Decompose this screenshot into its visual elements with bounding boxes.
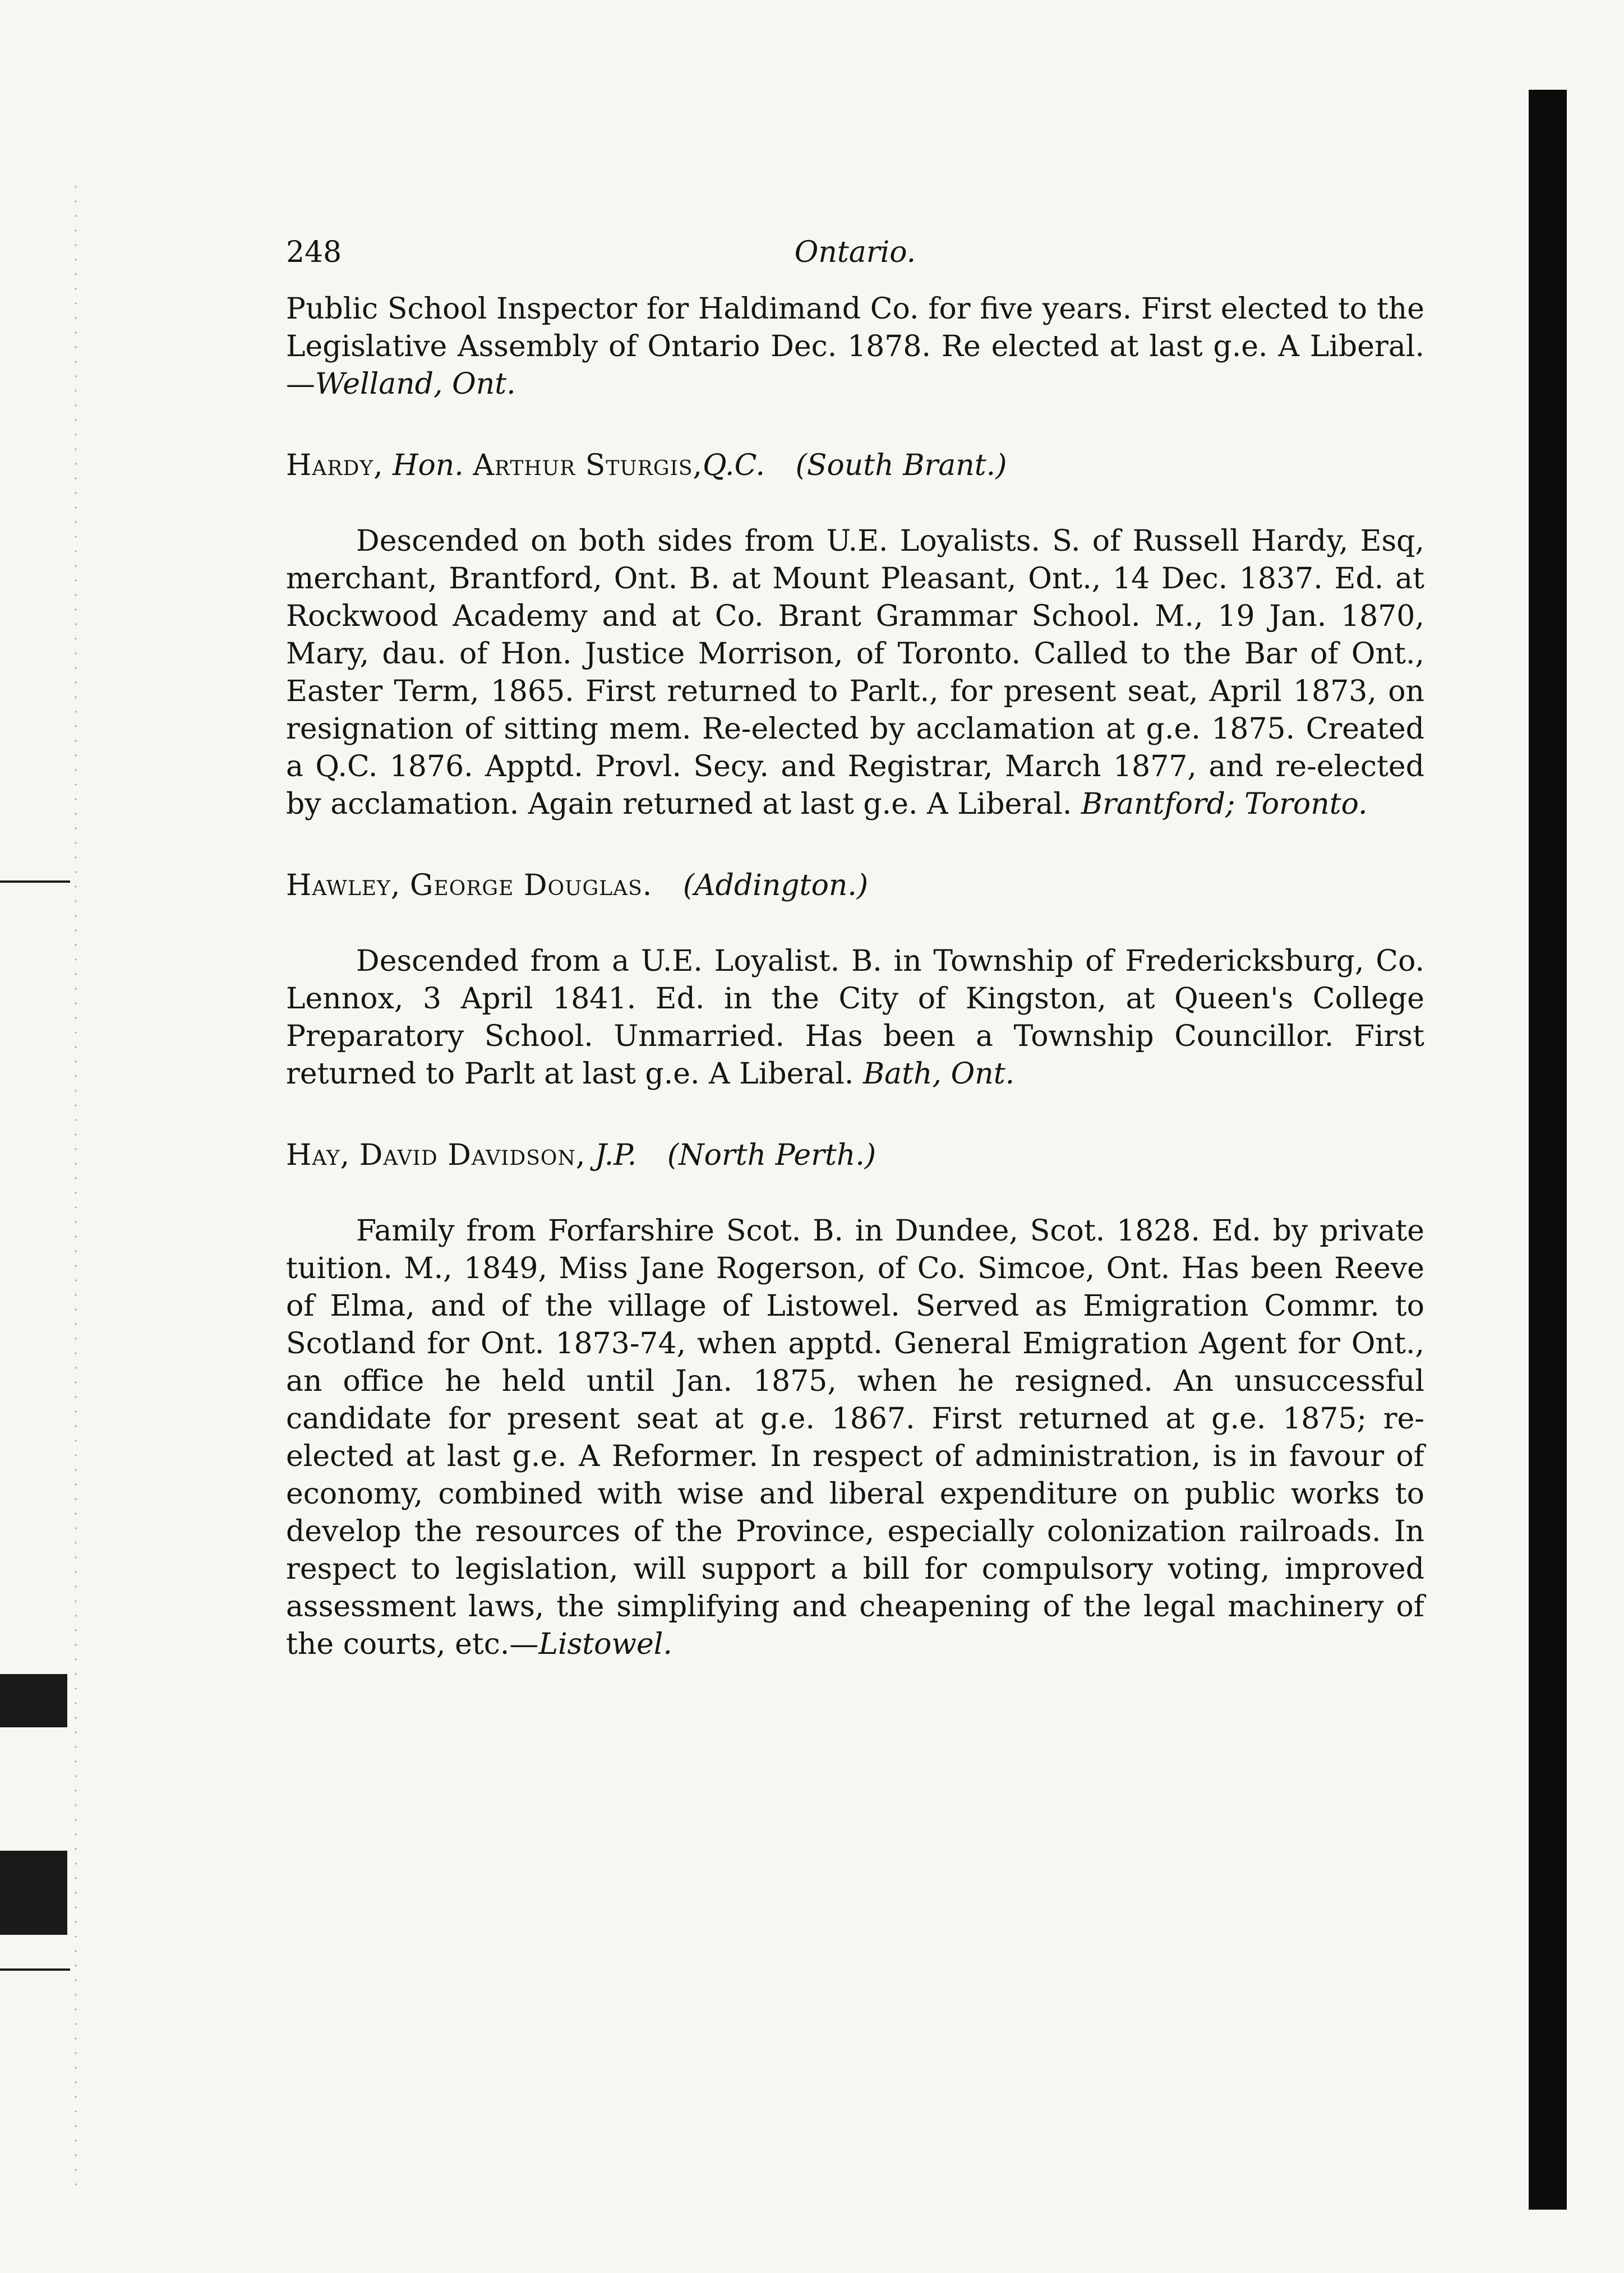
entry-text: Family from Forfarshire Scot. B. in Dundee, Scot. 1828. Ed. by private tuition. M., 1849, Miss Jane Rogerson, of Co. Simcoe, Ont. Has been Reeve of Elma, and of the village of Listowel. Served as Emigration Commr. to Scotland for Ont. 1873-74, when apptd. General Emigration Agent for Ont., an office he held until Jan. 1875, when he resigned. An unsuccessful candidate for present seat at g.e. 1867. First returned at g.e. 1875; re-elected at last g.e. A Reformer. In respect of administration, is in favour of economy, combined with wise and liberal expenditure on public works to develop the resources of the Province, especially colonization railroads. In respect to legislation, will support a bill for compulsory voting, improved assessment laws, the simplifying and cheapening of the legal machinery of the courts, etc.— bbox=[286, 1214, 1424, 1661]
entry-given-names: Arthur Sturgis, bbox=[473, 449, 703, 482]
entry-postnominal: J.P. bbox=[594, 1138, 637, 1172]
entry-body-hardy bbox=[286, 523, 1424, 823]
entry-constituency: (South Brant.) bbox=[795, 449, 1007, 482]
entry-postnominal: Q.C. bbox=[703, 449, 765, 482]
scan-edge-shadow bbox=[1529, 90, 1567, 2210]
entry-text: Descended on both sides from U.E. Loyalists. S. of Russell Hardy, Esq, merchant, Brantford, Ont. B. at Mount Pleasant, Ont., 14 Dec. 1837. Ed. at Rockwood Academy and at Co. Brant Grammar School. M., 19 Jan. 1870, Mary, dau. of Hon. Justice Morrison, of Toronto. Called to the Bar of Ont., Easter Term, 1865. First returned to Parlt., for present seat, April 1873, on resignation of sitting mem. Re-elected by acclamation at g.e. 1875. Created a Q.C. 1876. Apptd. Provl. Secy. and Registrar, March 1877, and re-elected by acclamation. Again returned at last g.e. A Liberal. bbox=[286, 524, 1424, 821]
entry-constituency: (North Perth.) bbox=[667, 1138, 876, 1172]
running-head bbox=[286, 236, 1424, 280]
scan-margin-mark bbox=[0, 880, 70, 883]
entry-address: Brantford; Toronto. bbox=[1081, 787, 1368, 821]
entry-given-names: George Douglas. bbox=[409, 869, 653, 902]
entry-surname: Hardy, bbox=[286, 449, 384, 482]
entry-heading-hawley bbox=[286, 867, 1424, 905]
continued-entry bbox=[286, 291, 1424, 403]
entry-text: Public School Inspector for Haldimand Co. for five years. First elected to the Legislative Assembly of Ontario Dec. 1878. Re elected at last g.e. A Liberal.— bbox=[286, 292, 1424, 401]
binding-stitch-marks bbox=[70, 179, 81, 2198]
entry-surname: Hawley, bbox=[286, 869, 401, 902]
entry-honorific: Hon. bbox=[393, 449, 464, 482]
running-title: Ontario. bbox=[794, 236, 916, 269]
entry-heading-hay bbox=[286, 1137, 1424, 1174]
entry-body-hay bbox=[286, 1212, 1424, 1663]
entry-address: Welland, Ont. bbox=[315, 367, 516, 401]
page-number: 248 bbox=[286, 236, 342, 269]
entry-given-names: David Davidson, bbox=[359, 1138, 586, 1172]
scan-margin-mark bbox=[0, 1674, 67, 1727]
entry-surname: Hay, bbox=[286, 1138, 350, 1172]
entry-body-hawley bbox=[286, 943, 1424, 1093]
entry-text: Descended from a U.E. Loyalist. B. in Township of Fredericksburg, Co. Lennox, 3 April 1841. Ed. in the City of Kingston, at Queen's College Preparatory School. Unmarried. Has been a Township Councillor. First returned to Parlt at last g.e. A Liberal. bbox=[286, 944, 1424, 1091]
scan-margin-mark bbox=[0, 1851, 67, 1935]
scan-margin-mark bbox=[0, 1968, 70, 1971]
entry-constituency: (Addington.) bbox=[682, 869, 869, 902]
entry-address: Bath, Ont. bbox=[862, 1057, 1015, 1091]
entry-heading-hardy bbox=[286, 447, 1424, 485]
entry-address: Listowel. bbox=[538, 1627, 672, 1661]
document-page bbox=[286, 236, 1424, 1663]
